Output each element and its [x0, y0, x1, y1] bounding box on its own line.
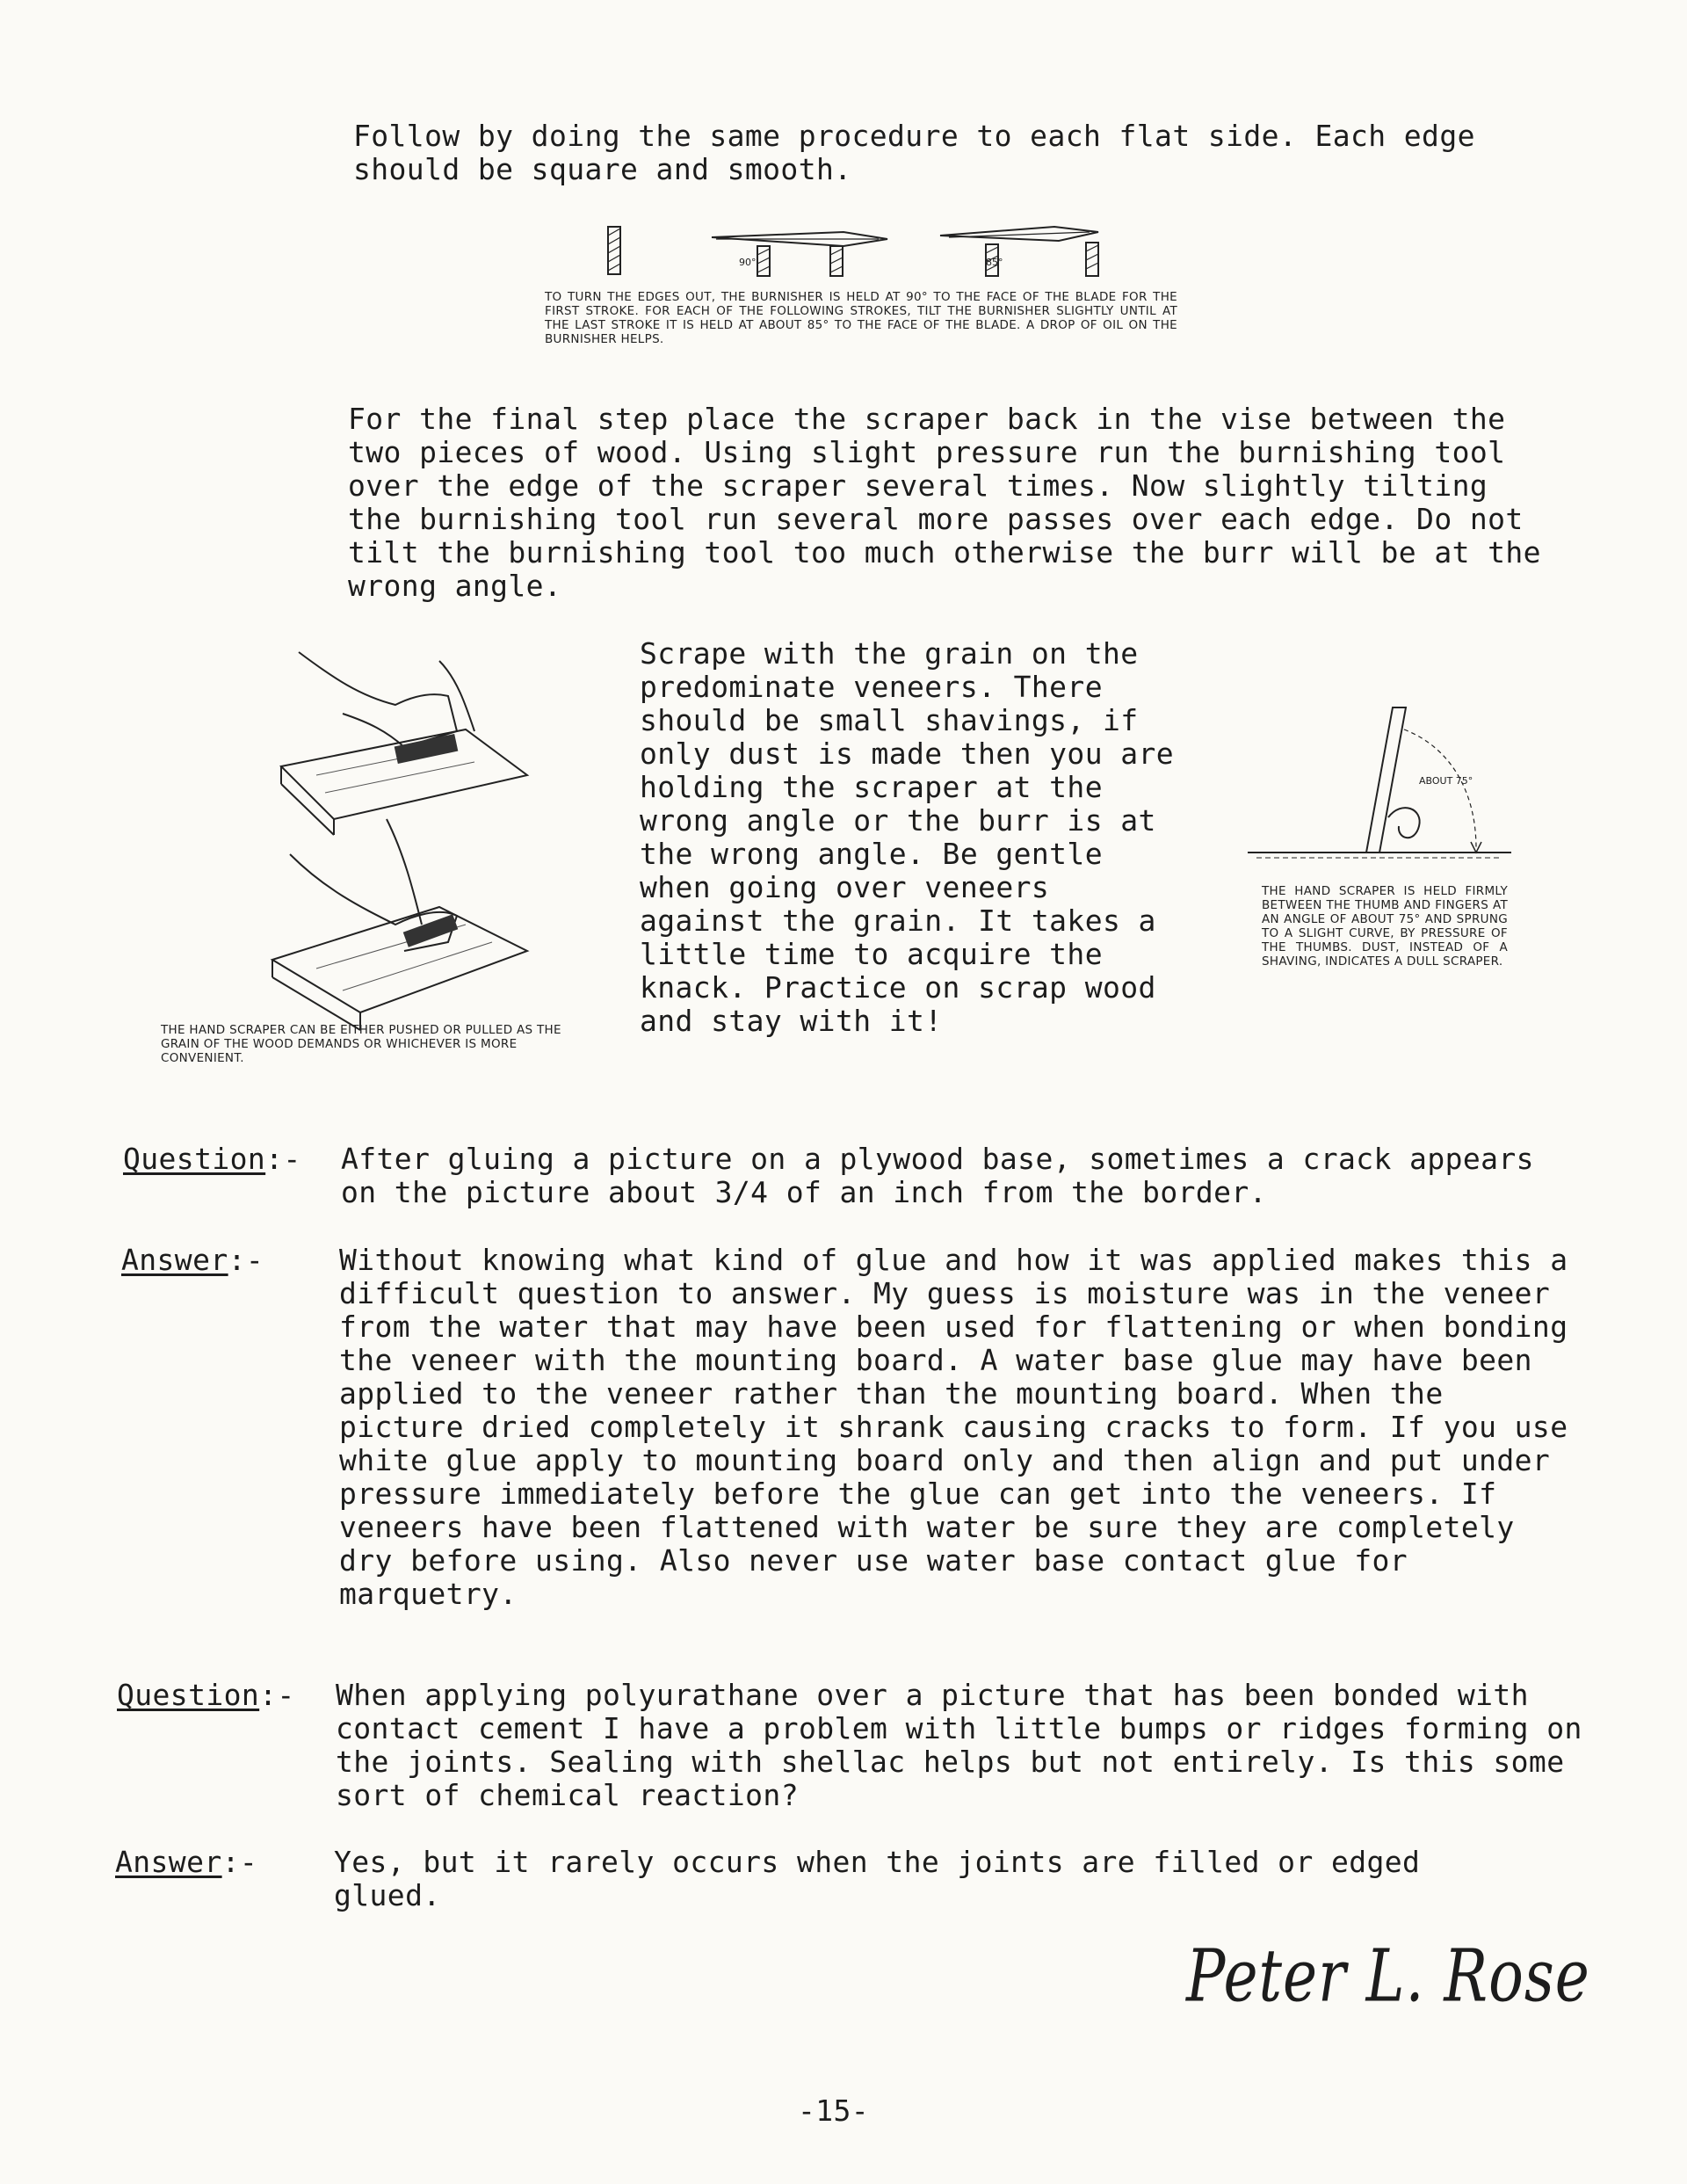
page-number: -15- [798, 2093, 870, 2128]
answer-1-text: Without knowing what kind of glue and how it was applied makes this a difficult question to answer. My guess is moisture was in the veneer from the water that may have been used for flattening or when bonding the veneer with the mounting board. A water base glue may have been applied to the veneer rather than the mounting board. When the picture dried completely it shrank causing cracks to form. If you use white glue apply to mounting board only and then align and put under pressure immediately before the glue can get into the veneers. If veneers have been flattened with water be sure they are completely dry before using. Also never use water base contact glue for marquetry. [339, 1243, 1568, 1611]
answer-2-text: Yes, but it rarely occurs when the joints are filled or edged glued. [334, 1845, 1421, 1912]
question-2-label [117, 1679, 337, 1712]
question-2-text: When applying polyurathane over a picture that has been bonded with contact cement I have a problem with little bumps or ridges forming on the joints. Sealing with shellac helps but not entirely. Is this some sort of chemical reaction? [336, 1678, 1582, 1812]
answer-1-label [121, 1244, 341, 1277]
angle-caption: THE HAND SCRAPER IS HELD FIRMLY BETWEEN THE THUMB AND FINGERS AT AN ANGLE OF ABOUT 75° AND SPRUNG TO A SLIGHT CURVE, BY PRESSURE OF THE THUMBS. DUST, INSTEAD OF A SHAVING, INDICATES A DULL SCRAPER. [1262, 884, 1508, 969]
answer-label-text: Answer [121, 1243, 228, 1277]
scrape-paragraph: Scrape with the grain on the predominate veneers. There should be small shavings, if only dust is made then you are holding the scraper at the wrong angle or the burr is at the wrong angle. Be gentle when going over veneers against the grain. It takes a little time to acquire the knack. Practice on scrap wood and stay with it! [640, 636, 1175, 1038]
signature: Peter L. Rose [1186, 1934, 1590, 2019]
question-label-suffix: :- [265, 1142, 301, 1176]
burnisher-caption: TO TURN THE EDGES OUT, THE BURNISHER IS HELD AT 90° TO THE FACE OF THE BLADE FOR THE FIRST STROKE. FOR EACH OF THE FOLLOWING STROKES, TILT THE BURNISHER SLIGHTLY UNTIL AT THE LAST STROKE IT IS HELD AT ABOUT 85° TO THE FACE OF THE BLADE. A DROP OF OIL ON THE BURNISHER HELPS. [545, 290, 1177, 346]
question-label-suffix: :- [259, 1678, 295, 1712]
answer-label-suffix: :- [228, 1243, 264, 1277]
angle-label-90: 90° [739, 257, 757, 268]
burnisher-diagram-illustration [562, 220, 1230, 290]
question-label-text: Question [123, 1142, 266, 1176]
answer-2-label [115, 1846, 335, 1879]
scraper-angle-illustration [1248, 703, 1511, 879]
angle-label-75: ABOUT 75° [1419, 775, 1473, 787]
hands-scraping-illustration [264, 643, 597, 1030]
answer-label-text: Answer [115, 1845, 222, 1879]
final-step-paragraph: For the final step place the scraper back in the vise between the two pieces of wood. Using slight pressure run the burnishing tool over the edge of the scraper several times. Now slightly tilting the burnishing tool run several more passes over each edge. Do not tilt the burnishing tool too much otherwise the burr will be at the wrong angle. [348, 402, 1541, 603]
question-label-text: Question [117, 1678, 260, 1712]
answer-label-suffix: :- [221, 1845, 258, 1879]
angle-label-85: 85° [986, 257, 1003, 268]
hands-caption: THE HAND SCRAPER CAN BE EITHER PUSHED OR PULLED AS THE GRAIN OF THE WOOD DEMANDS OR WHICHEVER IS MORE CONVENIENT. [161, 1023, 561, 1065]
intro-paragraph: Follow by doing the same procedure to each flat side. Each edge should be square and smooth. [353, 119, 1475, 186]
question-1-text: After gluing a picture on a plywood base, sometimes a crack appears on the picture about 3/4 of an inch from the border. [341, 1142, 1534, 1209]
question-1-label [123, 1143, 343, 1176]
